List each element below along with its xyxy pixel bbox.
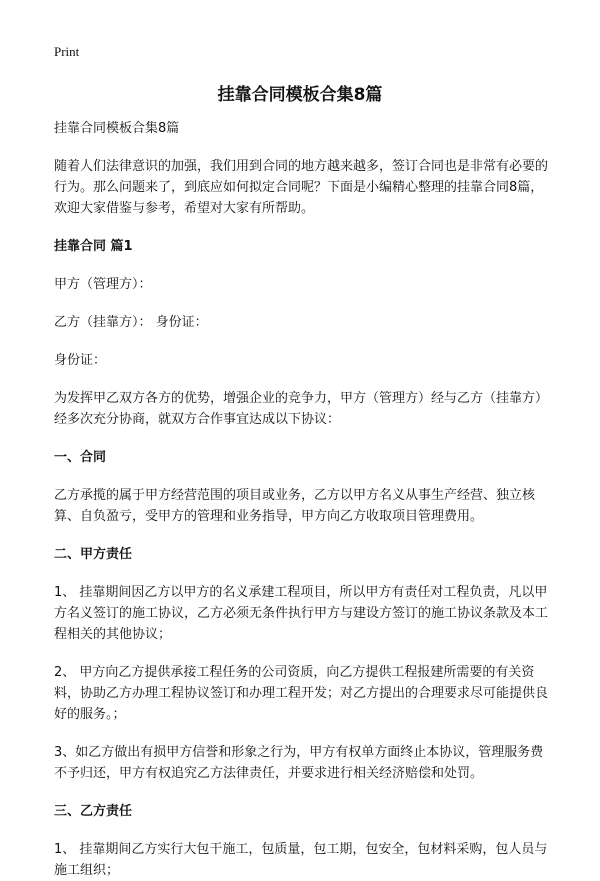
print-link[interactable]: Print xyxy=(54,44,80,59)
section-heading: 挂靠合同 篇1 xyxy=(54,239,133,254)
document-body xyxy=(54,118,554,881)
intro-paragraph: 随着人们法律意识的加强，我们用到合同的地方越来越多，签订合同也是非常有必要的行为。那么问题来了，到底应如何拟定合同呢？下面是小编精心整理的挂靠合同8篇，欢迎大家借鉴与参考，希望对大家有所帮助。 xyxy=(54,159,549,216)
clause-contract-text: 乙方承揽的属于甲方经营范围的项目或业务，乙方以甲方名义从事生产经营、独立核算、自负盈亏，受甲方的管理和业务指导，甲方向乙方收取项目管理费用。 xyxy=(54,488,536,524)
party-b-line: 乙方（挂靠方）： 身份证： xyxy=(54,315,208,330)
page-title: 挂靠合同模板合集8篇 xyxy=(217,85,383,105)
clause-heading-party-a: 二、甲方责任 xyxy=(54,547,133,562)
clause-heading-party-b: 三、乙方责任 xyxy=(54,804,133,819)
document-subtitle: 挂靠合同模板合集8篇 xyxy=(54,121,180,136)
id-card-line: 身份证： xyxy=(54,353,107,368)
party-a-item-3: 3、如乙方做出有损甲方信誉和形象之行为，甲方有权单方面终止本协议，管理服务费不予归还，甲方有权追究乙方法律责任，并要求进行相关经济赔偿和处罚。 xyxy=(54,745,544,781)
clause-heading-contract: 一、合同 xyxy=(54,450,107,465)
party-a-line: 甲方（管理方）： xyxy=(54,277,152,292)
preamble-paragraph: 为发挥甲乙双方各方的优势，增强企业的竞争力，甲方（管理方）经与乙方（挂靠方）经多次充分协商，就双方合作事宜达成以下协议： xyxy=(54,391,549,427)
party-b-item-1: 1、 挂靠期间乙方实行大包干施工，包质量，包工期，包安全，包材料采购，包人员与施工组织； xyxy=(54,842,548,878)
party-a-item-1: 1、 挂靠期间因乙方以甲方的名义承建工程项目，所以甲方有责任对工程负责，凡以甲方名义签订的施工协议，乙方必须无条件执行甲方与建设方签订的施工协议条款及本工程相关的其他协议； xyxy=(54,585,549,642)
party-a-item-2: 2、 甲方向乙方提供承接工程任务的公司资质，向乙方提供工程报建所需要的有关资料，协助乙方办理工程协议签订和办理工程开发；对乙方提出的合理要求尽可能提供良好的服务。； xyxy=(54,665,549,722)
